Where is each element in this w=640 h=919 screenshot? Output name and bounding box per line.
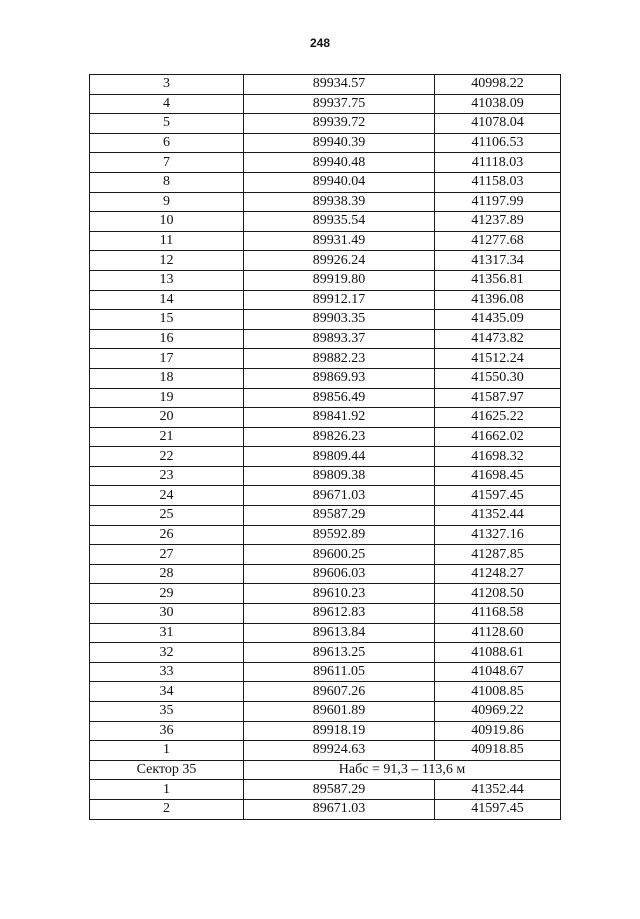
y-coordinate-cell: 41277.68 [435, 231, 561, 251]
point-number-cell: 1 [90, 741, 244, 761]
x-coordinate-cell: 89587.29 [244, 506, 435, 526]
table-row [90, 212, 561, 232]
y-coordinate-cell: 41208.50 [435, 584, 561, 604]
sector-header-row [90, 760, 561, 780]
table-row [90, 466, 561, 486]
x-coordinate-cell: 89613.25 [244, 643, 435, 663]
y-coordinate-cell: 41088.61 [435, 643, 561, 663]
point-number-cell: 15 [90, 310, 244, 330]
point-number-cell: 26 [90, 525, 244, 545]
y-coordinate-cell: 40998.22 [435, 75, 561, 95]
point-number-cell: 6 [90, 133, 244, 153]
x-coordinate-cell: 89856.49 [244, 388, 435, 408]
point-number-cell: 35 [90, 702, 244, 722]
y-coordinate-cell: 41396.08 [435, 290, 561, 310]
x-coordinate-cell: 89841.92 [244, 408, 435, 428]
x-coordinate-cell: 89809.38 [244, 466, 435, 486]
table-row [90, 682, 561, 702]
table-row [90, 153, 561, 173]
table-row [90, 721, 561, 741]
table-row [90, 388, 561, 408]
table-row [90, 349, 561, 369]
point-number-cell: 30 [90, 604, 244, 624]
table-row [90, 75, 561, 95]
table-row [90, 408, 561, 428]
table-row [90, 427, 561, 447]
point-number-cell: 11 [90, 231, 244, 251]
y-coordinate-cell: 41158.03 [435, 172, 561, 192]
y-coordinate-cell: 41662.02 [435, 427, 561, 447]
table-row [90, 172, 561, 192]
y-coordinate-cell: 41118.03 [435, 153, 561, 173]
x-coordinate-cell: 89931.49 [244, 231, 435, 251]
table-row [90, 584, 561, 604]
y-coordinate-cell: 41356.81 [435, 270, 561, 290]
x-coordinate-cell: 89809.44 [244, 447, 435, 467]
y-coordinate-cell: 41698.45 [435, 466, 561, 486]
table-row [90, 94, 561, 114]
table-row [90, 368, 561, 388]
point-number-cell: 7 [90, 153, 244, 173]
table-row [90, 447, 561, 467]
y-coordinate-cell: 41008.85 [435, 682, 561, 702]
x-coordinate-cell: 89671.03 [244, 486, 435, 506]
table-row [90, 702, 561, 722]
x-coordinate-cell: 89926.24 [244, 251, 435, 271]
x-coordinate-cell: 89934.57 [244, 75, 435, 95]
x-coordinate-cell: 89612.83 [244, 604, 435, 624]
y-coordinate-cell: 41327.16 [435, 525, 561, 545]
x-coordinate-cell: 89919.80 [244, 270, 435, 290]
point-number-cell: 3 [90, 75, 244, 95]
y-coordinate-cell: 41597.45 [435, 799, 561, 819]
x-coordinate-cell: 89940.04 [244, 172, 435, 192]
table-row [90, 780, 561, 800]
coordinates-table [89, 74, 561, 820]
point-number-cell: 23 [90, 466, 244, 486]
x-coordinate-cell: 89938.39 [244, 192, 435, 212]
table-row [90, 545, 561, 565]
table-row [90, 564, 561, 584]
table-row [90, 133, 561, 153]
y-coordinate-cell: 40969.22 [435, 702, 561, 722]
point-number-cell: 21 [90, 427, 244, 447]
table-row [90, 486, 561, 506]
point-number-cell: 16 [90, 329, 244, 349]
x-coordinate-cell: 89939.72 [244, 114, 435, 134]
sector-label-cell: Сектор 35 [90, 760, 244, 780]
table-row [90, 623, 561, 643]
point-number-cell: 9 [90, 192, 244, 212]
x-coordinate-cell: 89935.54 [244, 212, 435, 232]
x-coordinate-cell: 89869.93 [244, 368, 435, 388]
point-number-cell: 8 [90, 172, 244, 192]
y-coordinate-cell: 41038.09 [435, 94, 561, 114]
table-row [90, 290, 561, 310]
x-coordinate-cell: 89912.17 [244, 290, 435, 310]
x-coordinate-cell: 89606.03 [244, 564, 435, 584]
x-coordinate-cell: 89882.23 [244, 349, 435, 369]
table-row [90, 662, 561, 682]
x-coordinate-cell: 89601.89 [244, 702, 435, 722]
coordinates-table-body [90, 75, 561, 820]
y-coordinate-cell: 41287.85 [435, 545, 561, 565]
y-coordinate-cell: 41473.82 [435, 329, 561, 349]
y-coordinate-cell: 40919.86 [435, 721, 561, 741]
table-row [90, 741, 561, 761]
y-coordinate-cell: 41512.24 [435, 349, 561, 369]
point-number-cell: 24 [90, 486, 244, 506]
x-coordinate-cell: 89600.25 [244, 545, 435, 565]
x-coordinate-cell: 89611.05 [244, 662, 435, 682]
table-row [90, 525, 561, 545]
x-coordinate-cell: 89918.19 [244, 721, 435, 741]
y-coordinate-cell: 41197.99 [435, 192, 561, 212]
point-number-cell: 12 [90, 251, 244, 271]
point-number-cell: 25 [90, 506, 244, 526]
y-coordinate-cell: 41078.04 [435, 114, 561, 134]
point-number-cell: 14 [90, 290, 244, 310]
y-coordinate-cell: 41248.27 [435, 564, 561, 584]
sector-height-cell: Набс = 91,3 – 113,6 м [244, 760, 561, 780]
point-number-cell: 5 [90, 114, 244, 134]
point-number-cell: 31 [90, 623, 244, 643]
point-number-cell: 20 [90, 408, 244, 428]
y-coordinate-cell: 41106.53 [435, 133, 561, 153]
table-row [90, 506, 561, 526]
table-row [90, 231, 561, 251]
point-number-cell: 36 [90, 721, 244, 741]
x-coordinate-cell: 89671.03 [244, 799, 435, 819]
point-number-cell: 22 [90, 447, 244, 467]
x-coordinate-cell: 89613.84 [244, 623, 435, 643]
y-coordinate-cell: 41317.34 [435, 251, 561, 271]
y-coordinate-cell: 41128.60 [435, 623, 561, 643]
x-coordinate-cell: 89893.37 [244, 329, 435, 349]
point-number-cell: 13 [90, 270, 244, 290]
point-number-cell: 1 [90, 780, 244, 800]
page-number: 248 [309, 36, 331, 50]
point-number-cell: 32 [90, 643, 244, 663]
y-coordinate-cell: 41352.44 [435, 780, 561, 800]
y-coordinate-cell: 41625.22 [435, 408, 561, 428]
x-coordinate-cell: 89826.23 [244, 427, 435, 447]
point-number-cell: 2 [90, 799, 244, 819]
x-coordinate-cell: 89940.48 [244, 153, 435, 173]
x-coordinate-cell: 89903.35 [244, 310, 435, 330]
y-coordinate-cell: 41550.30 [435, 368, 561, 388]
y-coordinate-cell: 41048.67 [435, 662, 561, 682]
y-coordinate-cell: 41587.97 [435, 388, 561, 408]
y-coordinate-cell: 41352.44 [435, 506, 561, 526]
point-number-cell: 18 [90, 368, 244, 388]
y-coordinate-cell: 41435.09 [435, 310, 561, 330]
x-coordinate-cell: 89587.29 [244, 780, 435, 800]
x-coordinate-cell: 89607.26 [244, 682, 435, 702]
table-row [90, 643, 561, 663]
table-row [90, 270, 561, 290]
y-coordinate-cell: 40918.85 [435, 741, 561, 761]
point-number-cell: 34 [90, 682, 244, 702]
y-coordinate-cell: 41698.32 [435, 447, 561, 467]
point-number-cell: 33 [90, 662, 244, 682]
point-number-cell: 27 [90, 545, 244, 565]
table-row [90, 604, 561, 624]
table-row [90, 192, 561, 212]
table-row [90, 799, 561, 819]
point-number-cell: 17 [90, 349, 244, 369]
x-coordinate-cell: 89610.23 [244, 584, 435, 604]
point-number-cell: 10 [90, 212, 244, 232]
y-coordinate-cell: 41597.45 [435, 486, 561, 506]
x-coordinate-cell: 89940.39 [244, 133, 435, 153]
point-number-cell: 29 [90, 584, 244, 604]
x-coordinate-cell: 89592.89 [244, 525, 435, 545]
table-row [90, 329, 561, 349]
y-coordinate-cell: 41237.89 [435, 212, 561, 232]
x-coordinate-cell: 89924.63 [244, 741, 435, 761]
table-row [90, 114, 561, 134]
point-number-cell: 28 [90, 564, 244, 584]
point-number-cell: 4 [90, 94, 244, 114]
x-coordinate-cell: 89937.75 [244, 94, 435, 114]
y-coordinate-cell: 41168.58 [435, 604, 561, 624]
table-row [90, 310, 561, 330]
point-number-cell: 19 [90, 388, 244, 408]
table-row [90, 251, 561, 271]
